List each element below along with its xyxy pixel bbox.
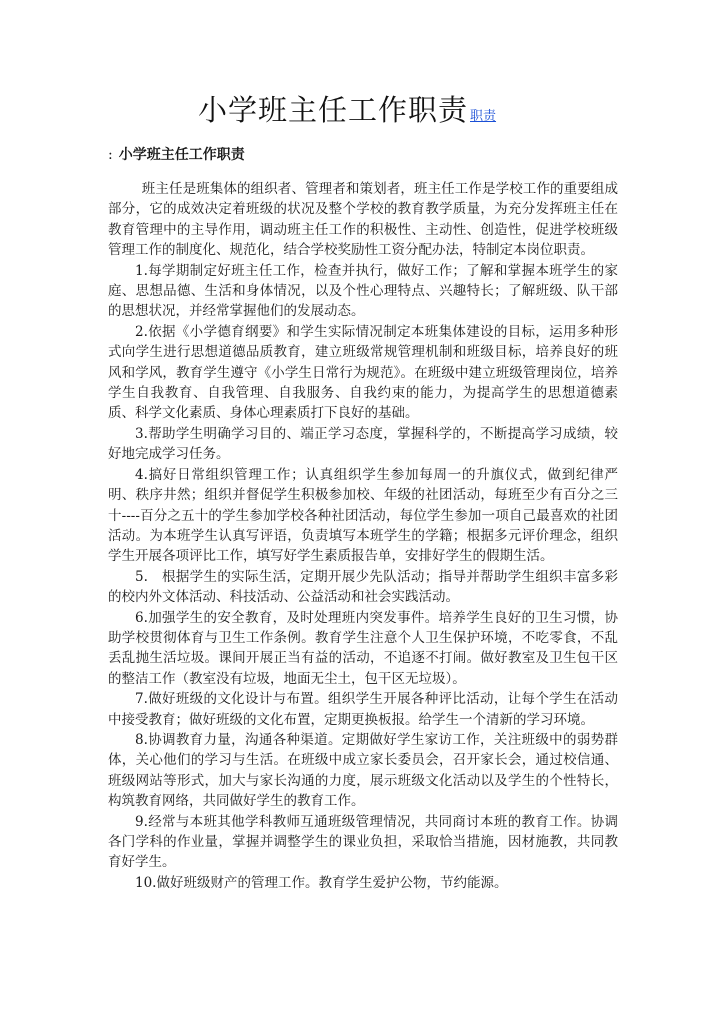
document-body [108,179,618,893]
duty-item-9: 9.经常与本班其他学科教师互通班级管理情况，共同商讨本班的教育工作。协调各门学科的作业量，掌握并调整学生的课业负担，采取恰当措施，因材施教，共同教育好学生。 [108,813,618,871]
duty-item-8: 8.协调教育力量，沟通各种渠道。定期做好学生家访工作，关注班级中的弱势群体，关心他们的学习与生活。在班级中成立家长委员会，召开家长会，通过校信通、班级网站等形式，加大与家长沟通的力度，展示班级文化活动以及学生的个性特长，构筑教育网络，共同做好学生的教育工作。 [108,731,618,810]
section-heading-prefix: : [108,147,113,163]
intro-paragraph: 班主任是班集体的组织者、管理者和策划者，班主任工作是学校工作的重要组成部分，它的成效决定着班级的状况及整个学校的教育教学质量，为充分发挥班主任在教育管理中的主导作用，调动班主任工作的积极性、主动性、创造性，促进学校班级管理工作的制度化、规范化，结合学校奖励性工资分配办法，特制定本岗位职责。 [108,181,618,259]
duty-item-6: 6.加强学生的安全教育，及时处理班内突发事件。培养学生良好的卫生习惯，协助学校贯彻体育与卫生工作条例。教育学生注意个人卫生保护环境，不吃零食，不乱丢乱抛生活垃圾。课间开展正当有益的活动，不追逐不打闹。做好教室及卫生包干区的整洁工作（教室没有垃圾，地面无尘土，包干区无垃圾）。 [108,609,618,687]
section-heading [108,144,245,164]
duty-item-10: 10.做好班级财产的管理工作。教育学生爱护公物，节约能源。 [135,874,508,891]
duty-item-1: 1.每学期制定好班主任工作，检查并执行，做好工作；了解和掌握本班学生的家庭、思想品德、生活和身体情况，以及个性心理特点、兴趣特长；了解班级、队干部的思想状况，并经常掌握他们的发展动态。 [108,262,618,320]
duty-item-5: 5. 根据学生的实际生活，定期开展少先队活动；指导并帮助学生组织丰富多彩的校内外文体活动、科技活动、公益活动和社会实践活动。 [108,568,618,606]
title-block [198,88,618,129]
duty-item-2: 2.依据《小学德育纲要》和学生实际情况制定本班集体建设的目标，运用多种形式向学生进行思想道德品质教育，建立班级常规管理机制和班级目标，培养良好的班风和学风，教育学生遵守《小学生日常行为规范》。在班级中建立班级管理岗位，培养学生自我教育、自我管理、自我服务、自我约束的能力，为提高学生的思想道德素质、科学文化素质、身体心理素质打下良好的基础。 [108,323,618,422]
page-title: 小学班主任工作职责 [198,93,469,127]
duty-item-4: 4.搞好日常组织管理工作；认真组织学生参加每周一的升旗仪式，做到纪律严明、秩序井然；组织并督促学生积极参加校、年级的社团活动，每班至少有百分之三十----百分之五十的学生参加学校各种社团活动，每位学生参加一项自己最喜欢的社团活动。为本班学生认真写评语，负责填写本班学生的学籍；根据多元评价理念，组织学生开展各项评比工作，填写好学生素质报告单，安排好学生的假期生活。 [108,466,618,565]
duty-item-7: 7.做好班级的文化设计与布置。组织学生开展各种评比活动，让每个学生在活动中接受教育；做好班级的文化布置，定期更换板报。给学生一个清新的学习环境。 [108,691,618,728]
section-heading-text: 小学班主任工作职责 [118,147,245,163]
title-link[interactable]: 职责 [470,109,497,124]
duty-item-3: 3.帮助学生明确学习目的、端正学习态度，掌握科学的，不断提高学习成绩，较好地完成学习任务。 [108,425,618,463]
